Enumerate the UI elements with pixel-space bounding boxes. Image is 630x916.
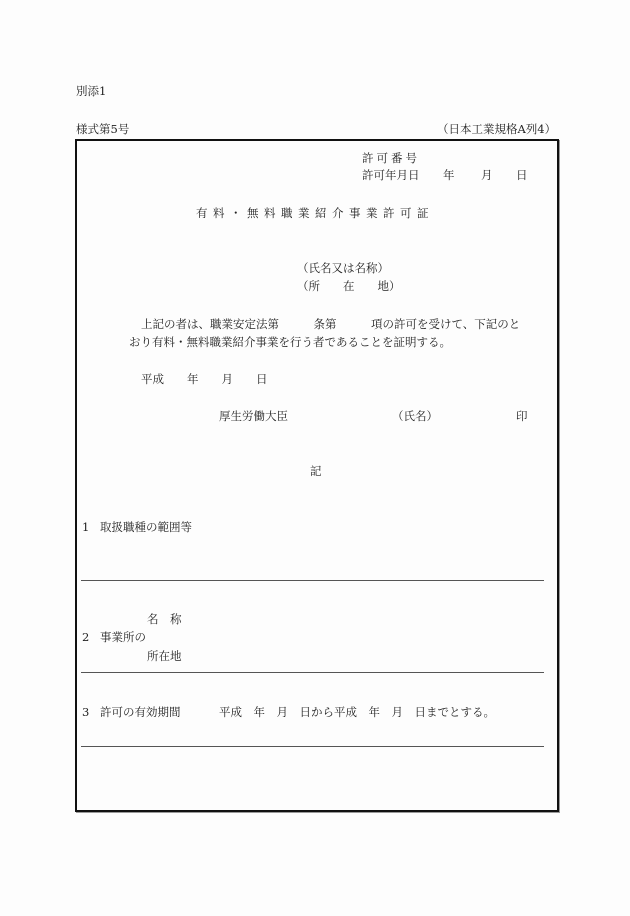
- divider-2: [81, 672, 544, 673]
- permit-year: 年: [443, 168, 455, 182]
- item-3-number: 3: [82, 705, 90, 719]
- seal-mark: 印: [516, 409, 528, 423]
- document-title: 有料・無料職業紹介事業許可証: [196, 206, 434, 220]
- divider-3: [81, 746, 544, 747]
- item-3-label: 許可の有効期間: [100, 705, 181, 719]
- item-2-label: 事業所の: [100, 630, 146, 644]
- divider-1: [81, 580, 544, 581]
- ki-heading: 記: [310, 464, 322, 478]
- permit-day: 日: [516, 168, 528, 182]
- attachment-label: 別添1: [76, 84, 107, 98]
- holder-name-label: （氏名又は名称）: [297, 261, 389, 275]
- item-1-label: 取扱職種の範囲等: [100, 520, 192, 534]
- item-2-number: 2: [82, 630, 90, 644]
- form-number: 様式第5号: [76, 122, 130, 136]
- body-line-1: 上記の者は、職業安定法第 条第 項の許可を受けて、下記のと: [141, 317, 521, 331]
- permit-month: 月: [481, 168, 493, 182]
- permit-number-label: 許可番号: [362, 151, 420, 165]
- item-2-sub-name: 名 称: [147, 612, 182, 626]
- issue-date: 平成 年 月 日: [141, 372, 268, 386]
- paper-size-note: （日本工業規格A列4）: [437, 122, 557, 136]
- permit-date-label: 許可年月日: [362, 168, 420, 182]
- issuer-title: 厚生労働大臣: [219, 409, 288, 423]
- item-3-value: 平成 年 月 日から平成 年 月 日までとする。: [219, 705, 495, 719]
- issuer-name-label: （氏名）: [392, 409, 438, 423]
- item-2-sub-address: 所在地: [147, 649, 182, 663]
- body-line-2: おり有料・無料職業紹介事業を行う者であることを証明する。: [129, 335, 451, 349]
- item-1-number: 1: [82, 520, 90, 534]
- holder-address-label: （所 在 地）: [297, 279, 401, 293]
